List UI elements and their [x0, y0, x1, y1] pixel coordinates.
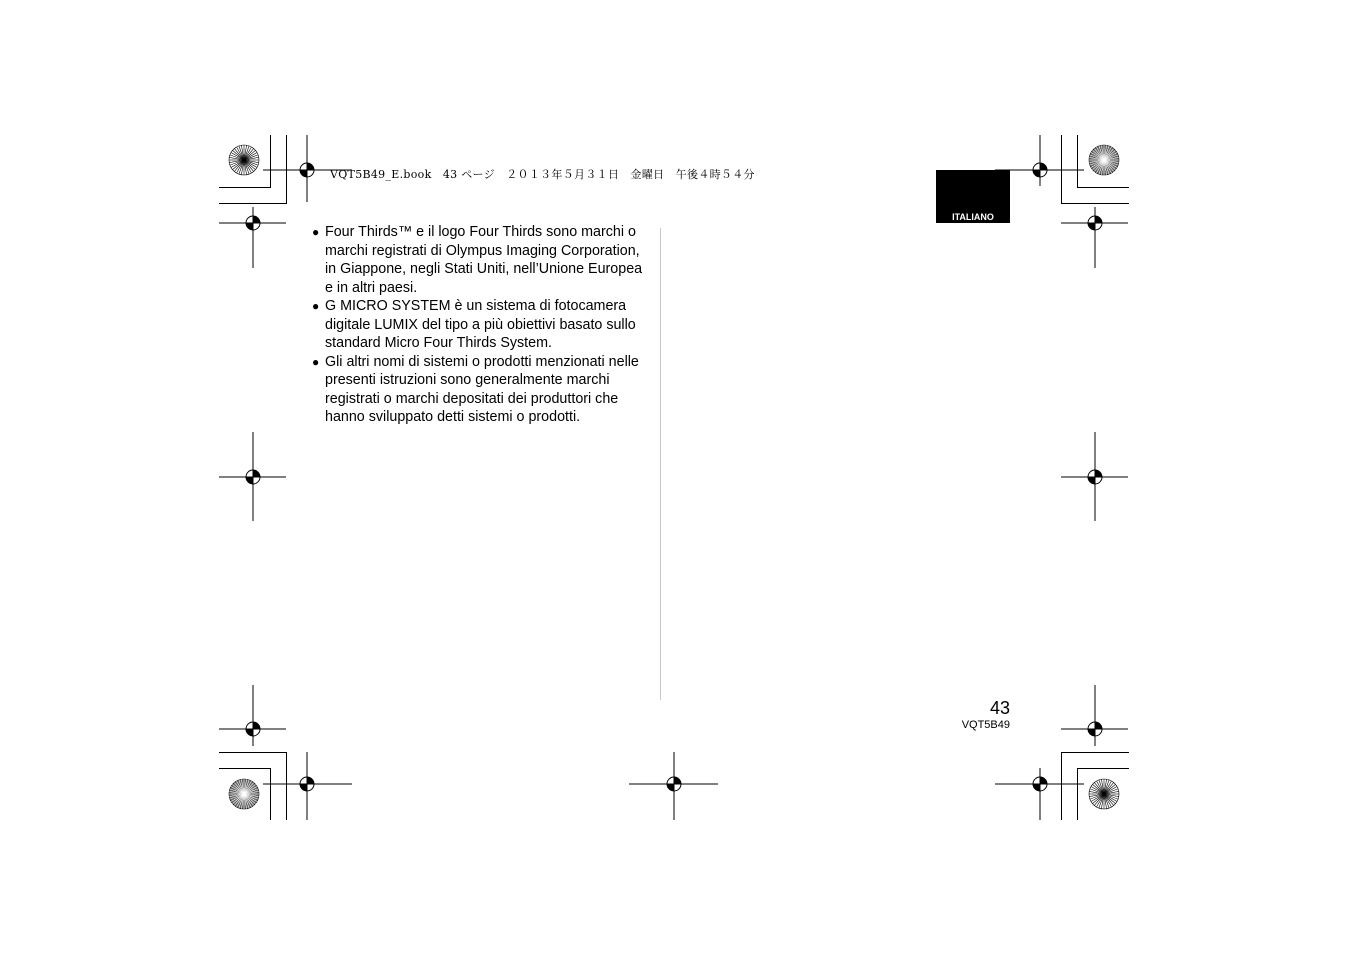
bullet-icon: ● [312, 299, 320, 313]
list-item-text: Four Thirds™ e il logo Four Thirds sono marchi o marchi registrati di Olympus Imaging Corporation, in Giappone, negli Stati Uniti, nell’Unione Europea e in altri paesi. [325, 224, 643, 296]
bullet-icon: ● [312, 354, 320, 369]
list-item [312, 223, 652, 297]
language-tab-label: ITALIANO [952, 212, 994, 222]
list-item [312, 353, 652, 427]
model-code: VQT5B49 [961, 719, 1010, 731]
print-info-header: VQT5B49_E.book 43 ページ ２０１３年５月３１日 金曜日 午後４時５４分 [330, 168, 755, 181]
starburst-mark-icon [229, 779, 259, 809]
bullet-list [312, 223, 652, 427]
language-tab [936, 170, 1010, 223]
starburst-mark-icon [1089, 145, 1119, 175]
page-number: 43 [989, 698, 1010, 718]
bullet-icon: ● [312, 225, 320, 239]
list-item [312, 297, 652, 353]
starburst-mark-icon [229, 145, 259, 175]
list-item-text: G MICRO SYSTEM è un sistema di fotocamera digitale LUMIX del tipo a più obiettivi basato sullo standard Micro Four Thirds System. [325, 298, 636, 351]
starburst-mark-icon [1089, 779, 1119, 809]
column-divider [660, 228, 661, 700]
list-item-text: Gli altri nomi di sistemi o prodotti menzionati nelle presenti istruzioni sono generalmente marchi registrati o marchi depositati dei produttori che hanno sviluppato detti sistemi o prodotti. [325, 353, 639, 425]
